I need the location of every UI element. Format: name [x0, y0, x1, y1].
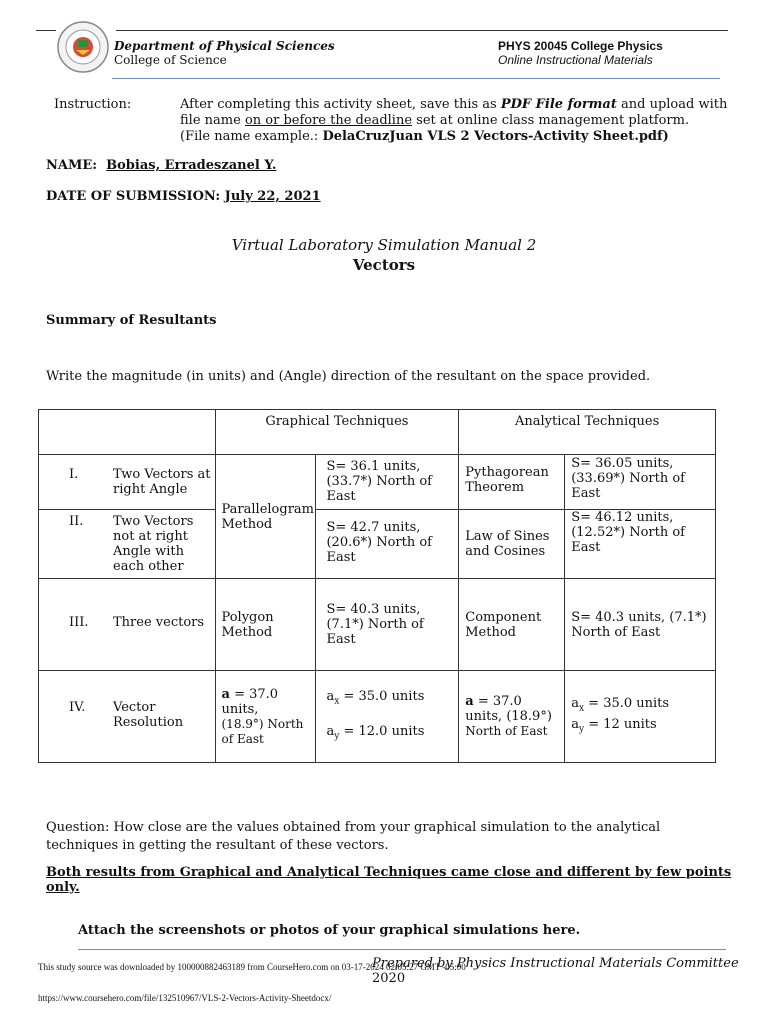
analytical-value-cell: S= 40.3 units, (7.1*) North of East — [565, 579, 716, 671]
table-corner-cell — [39, 410, 216, 455]
instruction-text: After completing this activity sheet, save this as PDF File format and upload with file name on or before the deadline set at online class management platform. (File name example.: DelaCruzJuan VLS 2 Vectors-Activity Sheet.pdf) — [180, 97, 728, 144]
topic-title: Vectors — [352, 256, 416, 274]
student-name-value: Bobias, Erradeszanel Y. — [106, 158, 277, 173]
university-seal-icon — [56, 20, 110, 74]
resolution-analytical-magnitude-cell: a = 37.0 units, (18.9°) North of East — [459, 671, 565, 763]
header-top-rule-left — [36, 30, 56, 31]
department-name: Department of Physical Sciences — [114, 39, 335, 53]
polygon-method-cell: Polygon Method — [215, 579, 316, 671]
table-row — [39, 579, 716, 671]
submission-date: DATE OF SUBMISSION: July 22, 2021 — [46, 189, 321, 204]
row-label-cell: IV. Vector Resolution — [39, 671, 216, 763]
college-name: College of Science — [114, 53, 227, 67]
graphical-header: Graphical Techniques — [215, 410, 459, 455]
graphical-value-cell: S= 42.7 units, (20.6*) North of East — [316, 510, 459, 579]
row-label-cell: II. Two Vectors not at right Angle with each other — [39, 510, 216, 579]
prepared-by: Prepared by Physics Instructional Materials Committee 2020 — [372, 956, 739, 986]
header-rule — [112, 78, 720, 79]
question-text: Question: How close are the values obtained from your graphical simulation to the analytical techniques in getting the resultant of these vectors. — [46, 820, 661, 853]
row-label-cell: I. Two Vectors at right Angle — [39, 455, 216, 510]
write-instruction: Write the magnitude (in units) and (Angle) direction of the resultant on the space provided. — [46, 369, 651, 384]
attach-instruction: Attach the screenshots or photos of your graphical simulations here. — [78, 923, 581, 938]
row-label-cell: III. Three vectors — [39, 579, 216, 671]
course-title: PHYS 20045 College Physics — [498, 39, 663, 53]
source-url-link[interactable]: https://www.coursehero.com/file/132510967/VLS-2-Vectors-Activity-Sheetdocx/ — [38, 993, 332, 1003]
summary-heading: Summary of Resultants — [46, 313, 217, 328]
resolution-graphical-components-cell: $a_x = 35.0$ units $a_y = 12.0$ units — [316, 671, 459, 763]
materials-label: Online Instructional Materials — [498, 53, 653, 67]
submission-date-value: July 22, 2021 — [224, 189, 321, 204]
table-row — [39, 671, 716, 763]
footer-rule — [78, 949, 726, 950]
resolution-analytical-components-cell: $a_x = 35.0$ units $a_y = 12$ units — [565, 671, 716, 763]
graphical-value-cell: S= 36.1 units, (33.7*) North of East — [316, 455, 459, 510]
resultants-table — [38, 409, 716, 763]
table-row — [39, 455, 716, 510]
student-name: NAME: Bobias, Erradeszanel Y. — [46, 158, 277, 173]
analytical-method-cell: Law of Sines and Cosines — [459, 510, 565, 579]
resolution-graphical-magnitude-cell: a = 37.0 units, (18.9°) North of East — [215, 671, 316, 763]
table-row — [39, 510, 716, 579]
analytical-header: Analytical Techniques — [459, 410, 716, 455]
analytical-value-cell: S= 46.12 units, (12.52*) North of East — [565, 510, 716, 579]
parallelogram-method-cell: Parallelogram Method — [215, 455, 316, 579]
analytical-value-cell: S= 36.05 units, (33.69*) North of East — [565, 455, 716, 510]
instruction-label: Instruction: — [54, 97, 132, 112]
graphical-value-cell: S= 40.3 units, (7.1*) North of East — [316, 579, 459, 671]
manual-title: Virtual Laboratory Simulation Manual 2 — [231, 236, 537, 254]
study-source-notice: This study source was downloaded by 100000882463189 from CourseHero.com on 03-17-2024 02:05:27 GMT -05:00 — [38, 962, 466, 972]
analytical-method-cell: Pythagorean Theorem — [459, 455, 565, 510]
table-header-row — [39, 410, 716, 455]
analytical-method-cell: Component Method — [459, 579, 565, 671]
header-top-rule-right — [116, 30, 728, 31]
answer-text: Both results from Graphical and Analytical Techniques came close and different by few points only. — [46, 865, 732, 895]
